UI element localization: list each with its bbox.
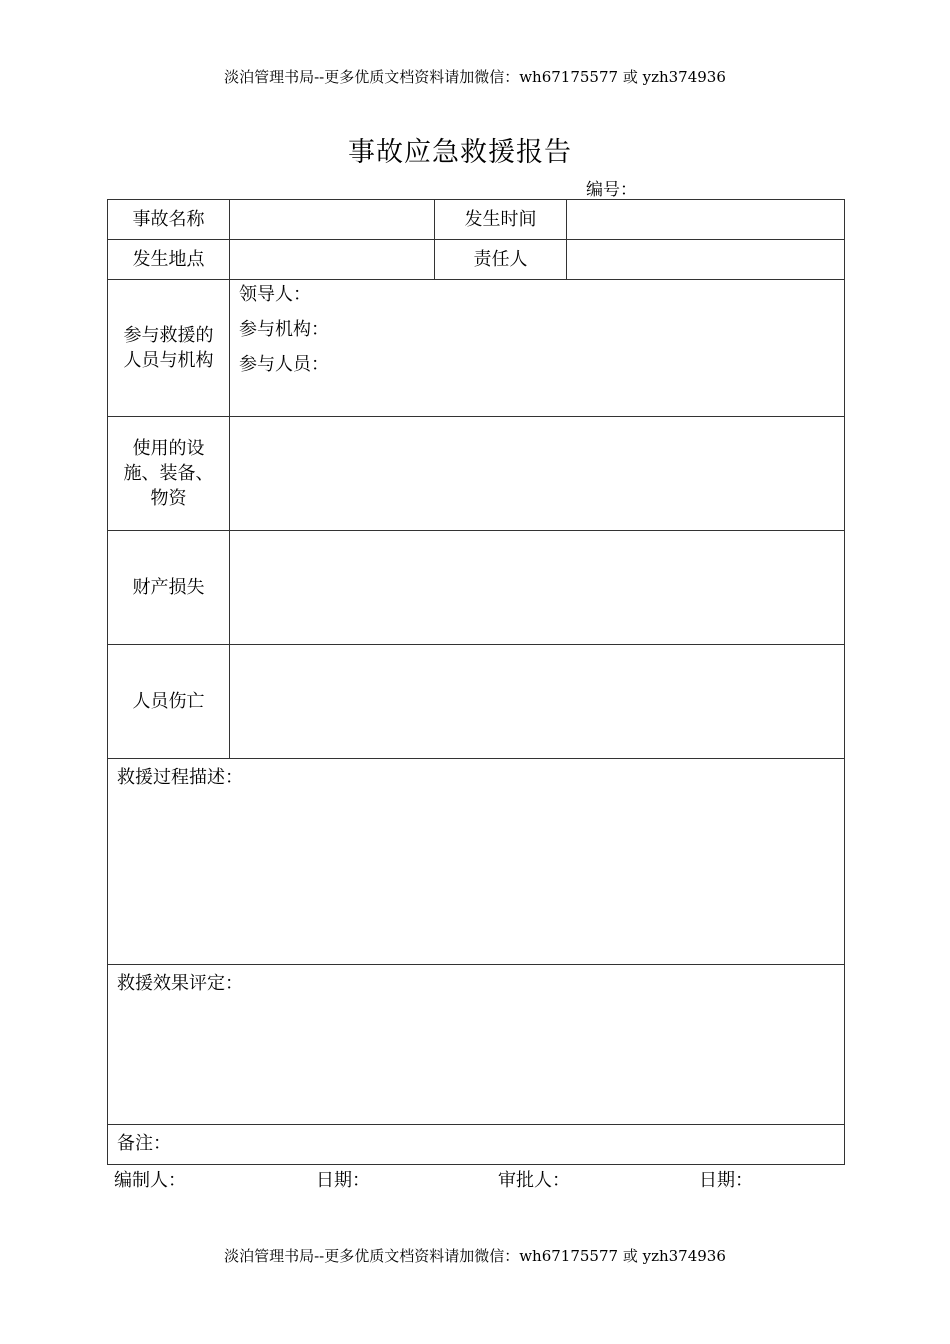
location-field[interactable] [230, 240, 435, 280]
footer-note: 淡泊管理书局--更多优质文档资料请加微信：wh67175577 或 yzh374936 [224, 1247, 726, 1265]
remarks-field[interactable] [108, 1125, 845, 1165]
people-label: 参与人员： [239, 354, 329, 375]
responsible-field[interactable] [567, 240, 845, 280]
equipment-label-line2: 施、装备、 [123, 463, 214, 484]
equipment-label-line3: 物资 [150, 488, 187, 509]
equipment-label-line1: 使用的设 [132, 438, 205, 459]
report-form [107, 199, 845, 1165]
occurrence-time-label: 发生时间 [435, 200, 567, 240]
page-title: 事故应急救援报告 [348, 137, 572, 168]
date-label-1: 日期： [316, 1170, 370, 1191]
casualties-field[interactable] [230, 645, 845, 759]
occurrence-time-field[interactable] [567, 200, 845, 240]
date-label-2: 日期： [699, 1170, 753, 1191]
responsible-label: 责任人 [435, 240, 567, 280]
approver-label: 审批人： [498, 1170, 570, 1191]
property-loss-field[interactable] [230, 531, 845, 645]
location-label: 发生地点 [108, 240, 230, 280]
header-note: 淡泊管理书局--更多优质文档资料请加微信：wh67175577 或 yzh374936 [224, 68, 726, 86]
rescue-personnel-label-line2: 人员与机构 [123, 350, 214, 371]
remarks-label: 备注： [117, 1133, 171, 1154]
equipment-label [108, 417, 230, 531]
casualties-label: 人员伤亡 [108, 645, 230, 759]
property-loss-label: 财产损失 [108, 531, 230, 645]
equipment-field[interactable] [230, 417, 845, 531]
accident-name-field[interactable] [230, 200, 435, 240]
process-description-field[interactable] [108, 759, 845, 965]
accident-name-label: 事故名称 [108, 200, 230, 240]
rescue-personnel-label [108, 280, 230, 417]
leader-label: 领导人： [239, 284, 311, 305]
orgs-label: 参与机构： [239, 319, 329, 340]
process-description-label: 救援过程描述： [117, 767, 243, 788]
effect-evaluation-label: 救援效果评定： [117, 973, 243, 994]
rescue-personnel-field[interactable] [230, 280, 845, 417]
rescue-personnel-label-line1: 参与救援的 [123, 325, 214, 346]
compiler-label: 编制人： [114, 1170, 186, 1191]
serial-number-label: 编号： [586, 180, 637, 200]
effect-evaluation-field[interactable] [108, 965, 845, 1125]
